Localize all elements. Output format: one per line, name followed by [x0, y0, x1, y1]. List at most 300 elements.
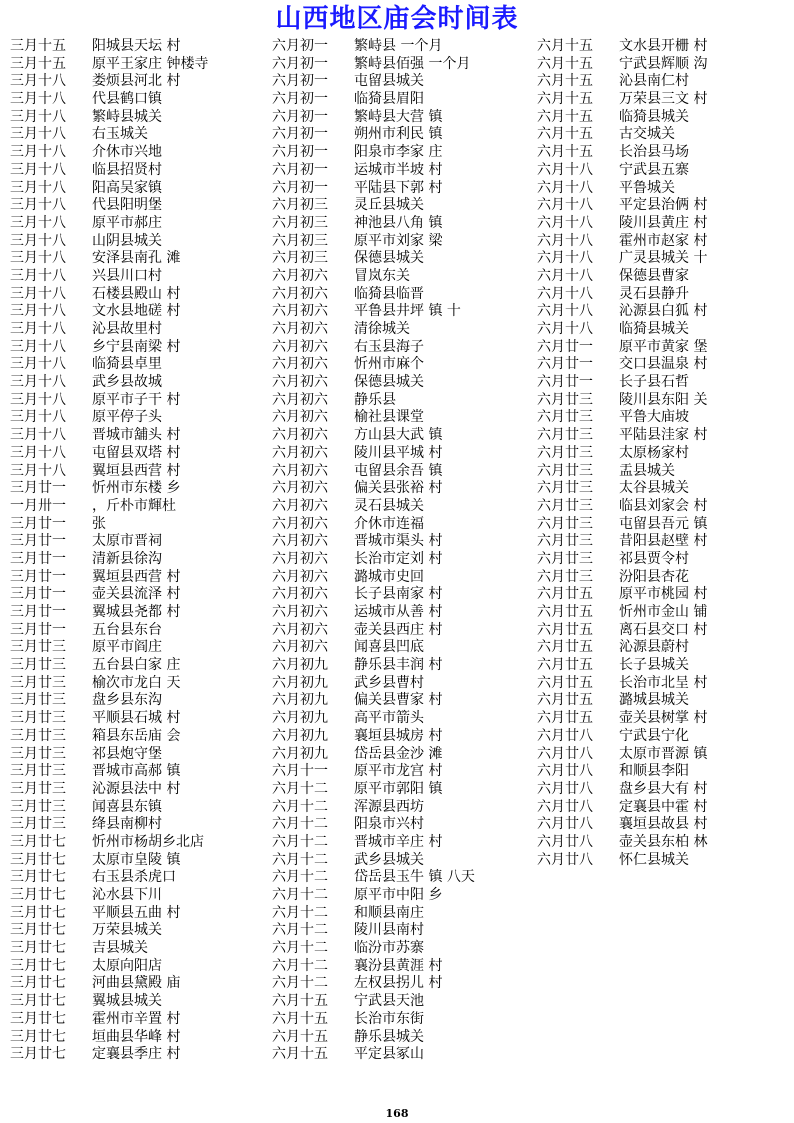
festival-date: 三月十八: [10, 250, 66, 267]
festival-place: 和顺县李阳: [619, 763, 689, 780]
festival-date: 六月廿八: [537, 798, 593, 815]
schedule-row: [10, 250, 280, 268]
schedule-row: [537, 56, 794, 74]
festival-place: 武乡县故城: [92, 374, 162, 391]
schedule-row: [10, 339, 280, 357]
schedule-row: [272, 427, 542, 445]
festival-place: 霍州市辛置 村: [92, 1010, 181, 1027]
schedule-row: [272, 728, 542, 746]
festival-place: 浑源县西坊: [354, 798, 424, 815]
schedule-row: [10, 569, 280, 587]
festival-date: 六月初六: [272, 409, 328, 426]
festival-date: 六月初一: [272, 144, 328, 161]
schedule-row: [10, 303, 280, 321]
festival-place: 盂县城关: [619, 462, 675, 479]
festival-place: 交口县温泉 村: [619, 356, 708, 373]
schedule-row: [272, 781, 542, 799]
festival-date: 三月廿三: [10, 780, 66, 797]
festival-place: 临猗县眉阳: [354, 91, 424, 108]
festival-date: 六月初九: [272, 692, 328, 709]
festival-place: 晋城市辛庄 村: [354, 833, 443, 850]
festival-place: 长子县石哲: [619, 374, 689, 391]
schedule-column-3: [537, 38, 794, 869]
schedule-row: [537, 763, 794, 781]
festival-date: 三月廿三: [10, 710, 66, 727]
festival-date: 六月廿三: [537, 409, 593, 426]
schedule-row: [537, 799, 794, 817]
festival-place: 忻州市麻个: [354, 356, 424, 373]
schedule-row: [272, 374, 542, 392]
festival-date: 六月十二: [272, 940, 328, 957]
festival-date: 六月初六: [272, 374, 328, 391]
festival-date: 六月初六: [272, 639, 328, 656]
festival-date: 三月廿三: [10, 727, 66, 744]
festival-date: 三月十八: [10, 285, 66, 302]
festival-place: 襄垣县城房 村: [354, 727, 443, 744]
festival-place: 平陆县下郭 村: [354, 179, 443, 196]
festival-place: 原平市龙宫 村: [354, 763, 443, 780]
festival-place: 灵石县静升: [619, 285, 689, 302]
schedule-row: [272, 622, 542, 640]
festival-date: 三月十五: [10, 55, 66, 72]
festival-place: 壶关县东柏 林: [619, 833, 708, 850]
festival-place: 繁峙县 一个月: [354, 38, 443, 54]
festival-place: 潞城市史回: [354, 568, 424, 585]
schedule-row: [10, 180, 280, 198]
schedule-row: [272, 675, 542, 693]
festival-date: 六月廿三: [537, 497, 593, 514]
festival-place: 平陆县洼家 村: [619, 427, 708, 444]
schedule-row: [537, 126, 794, 144]
festival-place: 沁县故里村: [92, 321, 162, 337]
festival-place: 五台县东台: [92, 621, 162, 638]
festival-place: 临汾市苏寨: [354, 940, 424, 957]
schedule-row: [272, 498, 542, 516]
festival-place: 榆次市龙白 天: [92, 674, 181, 691]
festival-date: 六月十二: [272, 833, 328, 850]
schedule-row: [537, 533, 794, 551]
festival-date: 六月廿三: [537, 550, 593, 567]
schedule-row: [537, 180, 794, 198]
festival-place: 祁县炮守堡: [92, 745, 162, 762]
festival-date: 三月廿七: [10, 869, 66, 886]
festival-place: 临猗县临晋: [354, 285, 424, 302]
schedule-row: [10, 1029, 280, 1047]
schedule-row: [10, 975, 280, 993]
festival-date: 三月廿七: [10, 904, 66, 921]
schedule-row: [10, 816, 280, 834]
festival-date: 三月十八: [10, 73, 66, 90]
festival-date: 六月初九: [272, 727, 328, 744]
festival-date: 三月廿一: [10, 480, 66, 497]
festival-date: 三月十八: [10, 444, 66, 461]
festival-place: 原平市郭阳 镇: [354, 780, 443, 797]
festival-date: 六月十八: [537, 303, 593, 320]
schedule-row: [272, 604, 542, 622]
festival-place: 宁武县宁化: [619, 727, 689, 744]
festival-date: 三月廿七: [10, 887, 66, 903]
festival-place: 吉县城关: [92, 940, 148, 957]
schedule-row: [272, 887, 542, 905]
schedule-row: [272, 516, 542, 534]
festival-place: 长治市东街: [354, 1010, 424, 1027]
festival-date: 六月十五: [537, 144, 593, 161]
festival-place: 清徐城关: [354, 321, 410, 337]
schedule-row: [537, 321, 794, 339]
festival-place: 屯留县双塔 村: [92, 444, 181, 461]
schedule-row: [272, 569, 542, 587]
festival-place: 岱岳县玉牛 镇 八天: [354, 869, 475, 886]
schedule-row: [537, 392, 794, 410]
festival-date: 三月廿一: [10, 550, 66, 567]
festival-date: 三月廿一: [10, 604, 66, 620]
festival-place: 翼城县尧都 村: [92, 604, 181, 620]
schedule-row: [10, 958, 280, 976]
schedule-row: [10, 922, 280, 940]
festival-date: 六月廿三: [537, 391, 593, 408]
schedule-row: [272, 38, 542, 56]
schedule-row: [537, 303, 794, 321]
festival-date: 六月初六: [272, 391, 328, 408]
schedule-row: [10, 604, 280, 622]
festival-date: 六月廿五: [537, 621, 593, 638]
schedule-row: [272, 268, 542, 286]
festival-place: 清新县徐沟: [92, 550, 162, 567]
festival-place: 宁武县五寨: [619, 161, 689, 178]
festival-date: 六月廿五: [537, 710, 593, 727]
festival-date: 六月初一: [272, 73, 328, 90]
schedule-row: [10, 746, 280, 764]
schedule-row: [10, 233, 280, 251]
festival-place: 翼垣县西营 村: [92, 462, 181, 479]
festival-place: 离石县交口 村: [619, 621, 708, 638]
festival-place: 武乡县城关: [354, 851, 424, 868]
schedule-row: [272, 286, 542, 304]
schedule-row: [272, 746, 542, 764]
festival-date: 六月廿八: [537, 851, 593, 868]
festival-date: 三月十八: [10, 338, 66, 355]
festival-place: 榆社县课堂: [354, 409, 424, 426]
festival-date: 六月初一: [272, 55, 328, 72]
festival-date: 三月廿七: [10, 957, 66, 974]
festival-date: 六月十二: [272, 816, 328, 833]
festival-date: 六月初六: [272, 586, 328, 603]
schedule-row: [272, 639, 542, 657]
schedule-row: [10, 374, 280, 392]
festival-place: 昔阳县赵壁 村: [619, 533, 708, 550]
schedule-row: [272, 480, 542, 498]
schedule-row: [272, 233, 542, 251]
festival-place: 右玉城关: [92, 126, 148, 143]
festival-date: 六月初九: [272, 745, 328, 762]
festival-date: 六月初一: [272, 108, 328, 125]
schedule-row: [537, 250, 794, 268]
schedule-row: [10, 286, 280, 304]
schedule-row: [272, 197, 542, 215]
festival-place: ，斤朴市輝杜: [92, 497, 176, 514]
festival-date: 三月十八: [10, 303, 66, 320]
schedule-row: [272, 975, 542, 993]
festival-date: 三月廿三: [10, 674, 66, 691]
festival-date: 六月十二: [272, 922, 328, 939]
schedule-row: [272, 834, 542, 852]
festival-place: 阳泉市李家 庄: [354, 144, 443, 161]
festival-place: 乡宁县南梁 村: [92, 338, 181, 355]
festival-place: 壶关县流泽 村: [92, 586, 181, 603]
festival-date: 六月廿八: [537, 780, 593, 797]
schedule-row: [10, 144, 280, 162]
festival-place: 平定县治俩 村: [619, 197, 708, 214]
schedule-row: [272, 586, 542, 604]
schedule-row: [10, 427, 280, 445]
festival-date: 六月十二: [272, 869, 328, 886]
schedule-row: [10, 710, 280, 728]
festival-place: 代县鹤口镇: [92, 91, 162, 108]
festival-date: 六月初六: [272, 621, 328, 638]
festival-date: 三月十八: [10, 267, 66, 284]
festival-place: 太原市晋源 镇: [619, 745, 708, 762]
festival-date: 六月初六: [272, 444, 328, 461]
festival-place: 岱岳县金沙 滩: [354, 745, 443, 762]
festival-place: 静乐县: [354, 391, 396, 408]
schedule-row: [10, 445, 280, 463]
schedule-row: [10, 356, 280, 374]
festival-date: 六月廿五: [537, 692, 593, 709]
festival-date: 三月廿三: [10, 745, 66, 762]
festival-date: 六月十八: [537, 232, 593, 249]
festival-date: 三月廿一: [10, 533, 66, 550]
festival-place: 阳泉市兴村: [354, 816, 424, 833]
festival-place: 繁峙县佰强 一个月: [354, 55, 471, 72]
schedule-row: [537, 339, 794, 357]
festival-place: 陵川县东阳 关: [619, 391, 708, 408]
festival-place: 阳高吴家镇: [92, 179, 162, 196]
schedule-row: [537, 586, 794, 604]
festival-date: 六月十八: [537, 197, 593, 214]
festival-date: 六月十五: [537, 91, 593, 108]
festival-date: 六月初六: [272, 568, 328, 585]
festival-place: 壶关县树掌 村: [619, 710, 708, 727]
festival-place: 平顺县石城 村: [92, 710, 181, 727]
festival-place: 忻州市杨胡乡北店: [92, 833, 204, 850]
festival-date: 三月十五: [10, 38, 66, 54]
festival-date: 三月十八: [10, 391, 66, 408]
festival-date: 六月廿八: [537, 816, 593, 833]
festival-date: 六月十八: [537, 161, 593, 178]
festival-place: 太原向阳店: [92, 957, 162, 974]
festival-place: 古交城关: [619, 126, 675, 143]
festival-date: 六月廿五: [537, 639, 593, 656]
festival-place: 潞城县城关: [619, 692, 689, 709]
festival-date: 三月十八: [10, 126, 66, 143]
festival-date: 六月初一: [272, 91, 328, 108]
schedule-row: [10, 533, 280, 551]
festival-date: 三月十八: [10, 409, 66, 426]
festival-place: 垣曲县华峰 村: [92, 1028, 181, 1045]
festival-place: 翼城县城关: [92, 993, 162, 1010]
festival-place: 沁源县白狐 村: [619, 303, 708, 320]
festival-place: 介休市连福: [354, 515, 424, 532]
festival-place: 运城市半坡 村: [354, 161, 443, 178]
festival-place: 长治市北呈 村: [619, 674, 708, 691]
festival-date: 三月廿三: [10, 763, 66, 780]
festival-date: 三月廿七: [10, 1028, 66, 1045]
schedule-row: [537, 91, 794, 109]
festival-date: 三月廿七: [10, 1010, 66, 1027]
festival-place: 沁县南仁村: [619, 73, 689, 90]
festival-place: 原平停子头: [92, 409, 162, 426]
festival-place: 平顺县五曲 村: [92, 904, 181, 921]
schedule-row: [10, 516, 280, 534]
schedule-row: [10, 463, 280, 481]
festival-date: 六月初六: [272, 533, 328, 550]
festival-place: 偏关县曹家 村: [354, 692, 443, 709]
festival-place: 晋城市舖头 村: [92, 427, 181, 444]
schedule-row: [10, 905, 280, 923]
schedule-row: [272, 993, 542, 1011]
schedule-row: [272, 409, 542, 427]
festival-place: 武乡县曹村: [354, 674, 424, 691]
festival-place: 右玉县海子: [354, 338, 424, 355]
festival-date: 六月初一: [272, 38, 328, 54]
festival-place: 忻州市金山 铺: [619, 604, 708, 620]
festival-date: 六月十一: [272, 763, 328, 780]
schedule-row: [537, 268, 794, 286]
festival-date: 六月廿一: [537, 356, 593, 373]
festival-date: 六月廿三: [537, 462, 593, 479]
schedule-column-1: [10, 38, 280, 1064]
festival-place: 襄垣县故县 村: [619, 816, 708, 833]
schedule-row: [272, 321, 542, 339]
schedule-row: [537, 38, 794, 56]
schedule-row: [537, 852, 794, 870]
schedule-row: [272, 56, 542, 74]
festival-place: 广灵县城关 十: [619, 250, 708, 267]
festival-date: 六月十二: [272, 887, 328, 903]
festival-date: 六月廿三: [537, 515, 593, 532]
festival-place: 太原市皇陵 镇: [92, 851, 181, 868]
schedule-row: [272, 710, 542, 728]
festival-place: 晋城市渠头 村: [354, 533, 443, 550]
festival-date: 三月廿七: [10, 975, 66, 992]
festival-place: 万荣县三文 村: [619, 91, 708, 108]
festival-date: 六月初六: [272, 303, 328, 320]
festival-place: 太原市晋祠: [92, 533, 162, 550]
festival-date: 六月初一: [272, 161, 328, 178]
festival-place: 长治县马场: [619, 144, 689, 161]
schedule-row: [272, 180, 542, 198]
festival-date: 六月廿一: [537, 338, 593, 355]
festival-place: 原平市中阳 乡: [354, 887, 443, 903]
festival-place: 定襄县中霍 村: [619, 798, 708, 815]
festival-place: 保德县城关: [354, 250, 424, 267]
festival-date: 三月十八: [10, 374, 66, 391]
festival-date: 三月廿一: [10, 568, 66, 585]
festival-place: 陵川县黄庄 村: [619, 214, 708, 231]
festival-date: 六月十八: [537, 179, 593, 196]
festival-date: 六月廿三: [537, 427, 593, 444]
festival-place: 屯留县吾元 镇: [619, 515, 708, 532]
festival-place: 怀仁县城关: [619, 851, 689, 868]
schedule-row: [10, 197, 280, 215]
page-number: 168: [385, 1107, 409, 1120]
festival-place: 盘乡县大有 村: [619, 780, 708, 797]
festival-place: 临县招贤村: [92, 161, 162, 178]
festival-place: 文水县开栅 村: [619, 38, 708, 54]
festival-date: 六月廿五: [537, 674, 593, 691]
festival-date: 三月十八: [10, 356, 66, 373]
festival-date: 六月廿八: [537, 727, 593, 744]
schedule-row: [537, 480, 794, 498]
festival-date: 六月十二: [272, 904, 328, 921]
schedule-row: [537, 73, 794, 91]
schedule-row: [272, 392, 542, 410]
festival-place: 五台县白家 庄: [92, 657, 181, 674]
festival-date: 六月廿三: [537, 480, 593, 497]
festival-place: 临猗县卓里: [92, 356, 162, 373]
festival-date: 六月十二: [272, 780, 328, 797]
festival-date: 六月初六: [272, 285, 328, 302]
schedule-row: [537, 710, 794, 728]
festival-place: 方山县大武 镇: [354, 427, 443, 444]
festival-date: 六月初六: [272, 356, 328, 373]
festival-place: 长子县南家 村: [354, 586, 443, 603]
festival-place: 保德县曹家: [619, 267, 689, 284]
festival-date: 六月初六: [272, 338, 328, 355]
festival-place: 壶关县西庄 村: [354, 621, 443, 638]
festival-date: 三月廿七: [10, 833, 66, 850]
schedule-row: [10, 869, 280, 887]
festival-date: 六月廿五: [537, 586, 593, 603]
festival-place: 闻喜县凹底: [354, 639, 424, 656]
schedule-row: [10, 109, 280, 127]
festival-date: 六月初六: [272, 462, 328, 479]
festival-date: 六月廿八: [537, 833, 593, 850]
schedule-row: [537, 604, 794, 622]
festival-place: 长治市定刘 村: [354, 550, 443, 567]
festival-place: 兴县川口村: [92, 267, 162, 284]
festival-place: 太原杨家村: [619, 444, 689, 461]
schedule-row: [272, 551, 542, 569]
festival-place: 陵川县南村: [354, 922, 424, 939]
festival-date: 三月廿一: [10, 586, 66, 603]
festival-date: 六月初三: [272, 197, 328, 214]
schedule-row: [537, 427, 794, 445]
festival-date: 三月廿七: [10, 851, 66, 868]
festival-date: 六月十二: [272, 798, 328, 815]
festival-date: 六月廿八: [537, 763, 593, 780]
festival-date: 三月廿一: [10, 515, 66, 532]
festival-date: 一月卅一: [10, 497, 66, 514]
festival-date: 六月十八: [537, 285, 593, 302]
festival-date: 三月十八: [10, 232, 66, 249]
festival-place: 平鲁县井坪 镇 十: [354, 303, 461, 320]
schedule-row: [10, 321, 280, 339]
schedule-row: [537, 781, 794, 799]
schedule-row: [272, 692, 542, 710]
schedule-row: [272, 940, 542, 958]
festival-date: 三月十八: [10, 91, 66, 108]
festival-date: 六月初六: [272, 267, 328, 284]
festival-date: 六月廿三: [537, 568, 593, 585]
schedule-row: [10, 763, 280, 781]
festival-place: 左权县拐儿 村: [354, 975, 443, 992]
schedule-row: [10, 73, 280, 91]
festival-date: 六月廿一: [537, 374, 593, 391]
festival-date: 六月初一: [272, 126, 328, 143]
schedule-row: [272, 657, 542, 675]
festival-date: 三月廿七: [10, 1046, 66, 1063]
